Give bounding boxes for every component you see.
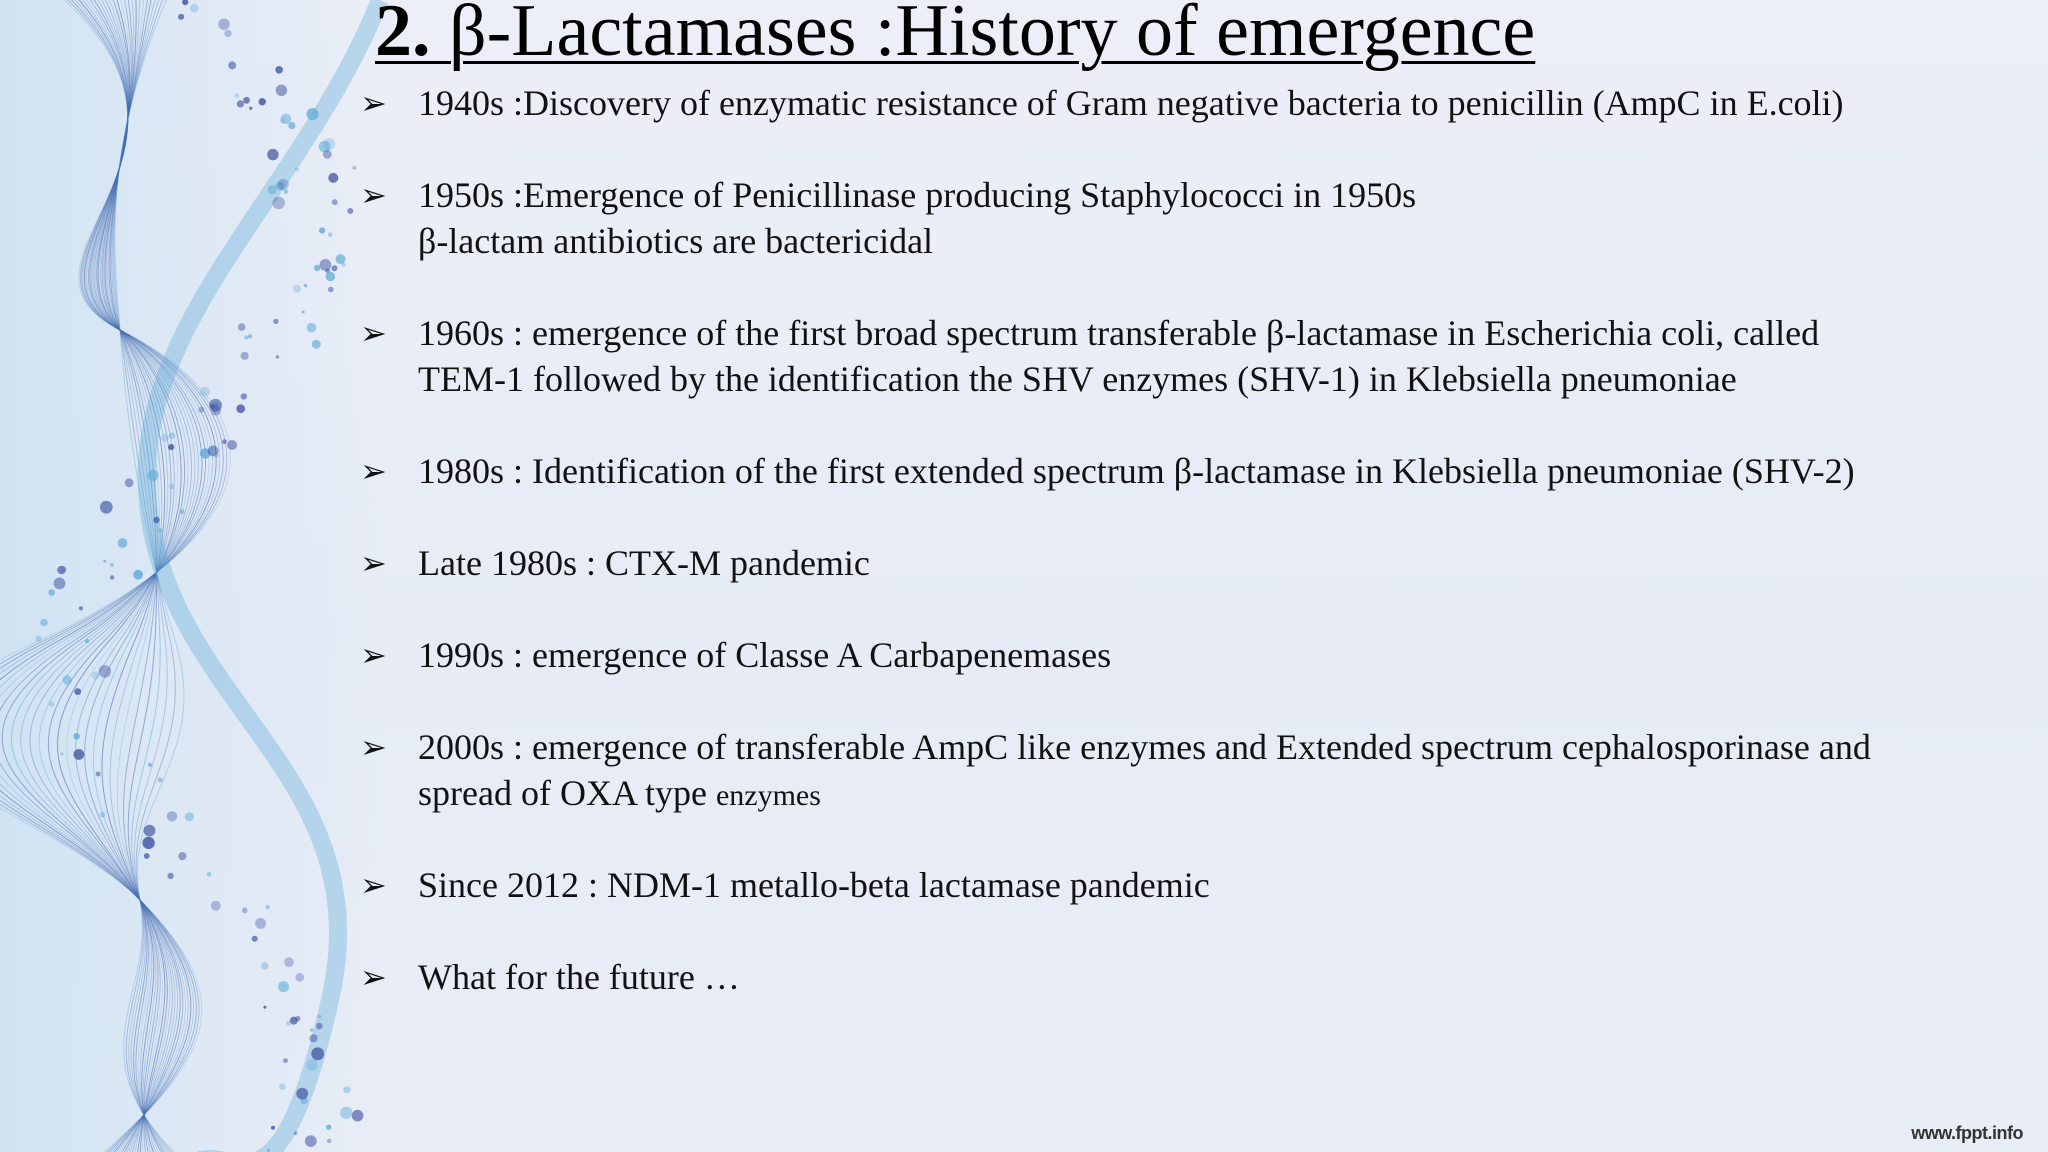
arrowhead-bullet-icon: ➢ <box>360 866 387 904</box>
list-item-line: β-lactam antibiotics are bactericidal <box>418 221 934 261</box>
list-item-text <box>418 632 2018 678</box>
arrowhead-bullet-icon: ➢ <box>360 314 387 352</box>
title-number: 2. <box>375 0 431 72</box>
list-item-text <box>418 862 2018 908</box>
arrowhead-bullet-icon: ➢ <box>360 636 387 674</box>
list-item-line-tail: enzymes <box>715 779 821 812</box>
list-item-line: 1990s : emergence of Classe A Carbapenemases <box>418 635 1112 675</box>
list-item-text <box>418 172 2018 264</box>
list-item-line: TEM-1 followed by the identification the SHV enzymes (SHV-1) in Klebsiella pneumoniae <box>418 359 1737 399</box>
list-item-text <box>418 954 2018 1000</box>
list-item-line-start: spread of OXA type <box>418 773 716 813</box>
arrowhead-bullet-icon: ➢ <box>360 728 387 766</box>
arrowhead-bullet-icon: ➢ <box>360 452 387 490</box>
list-item-line: Since 2012 : NDM-1 metallo-beta lactamase pandemic <box>418 865 1210 905</box>
list-item-line: 2000s : emergence of transferable AmpC like enzymes and Extended spectrum cephalosporinase and <box>418 727 1871 767</box>
list-item-line: 1950s :Emergence of Penicillinase producing Staphylococci in 1950s <box>418 175 1417 215</box>
slide-title <box>375 0 1536 72</box>
arrowhead-bullet-icon: ➢ <box>360 958 387 996</box>
list-item-line: 1940s :Discovery of enzymatic resistance of Gram negative bacteria to penicillin (AmpC in E.coli) <box>418 83 1844 123</box>
arrowhead-bullet-icon: ➢ <box>360 84 387 122</box>
list-item-line: Late 1980s : CTX-M pandemic <box>418 543 870 583</box>
list-item-text <box>418 448 2018 494</box>
list-item-line: 1980s : Identification of the first extended spectrum β-lactamase in Klebsiella pneumoniae (SHV-2) <box>418 451 1855 491</box>
footer-watermark: www.fppt.info <box>1911 1123 2023 1143</box>
list-item-text <box>418 310 2018 402</box>
list-item-text <box>418 80 2018 126</box>
list-item-line <box>418 770 2018 819</box>
arrowhead-bullet-icon: ➢ <box>360 544 387 582</box>
title-text: β-Lactamases :History of emergence <box>449 0 1536 72</box>
list-item-line: What for the future … <box>418 957 740 997</box>
list-item-line: 1960s : emergence of the first broad spectrum transferable β-lactamase in Escherichia coli, called <box>418 313 1820 353</box>
decorative-wave-graphic <box>0 0 420 1152</box>
list-item-text <box>418 724 2018 819</box>
arrowhead-bullet-icon: ➢ <box>360 176 387 214</box>
list-item-text <box>418 540 2018 586</box>
